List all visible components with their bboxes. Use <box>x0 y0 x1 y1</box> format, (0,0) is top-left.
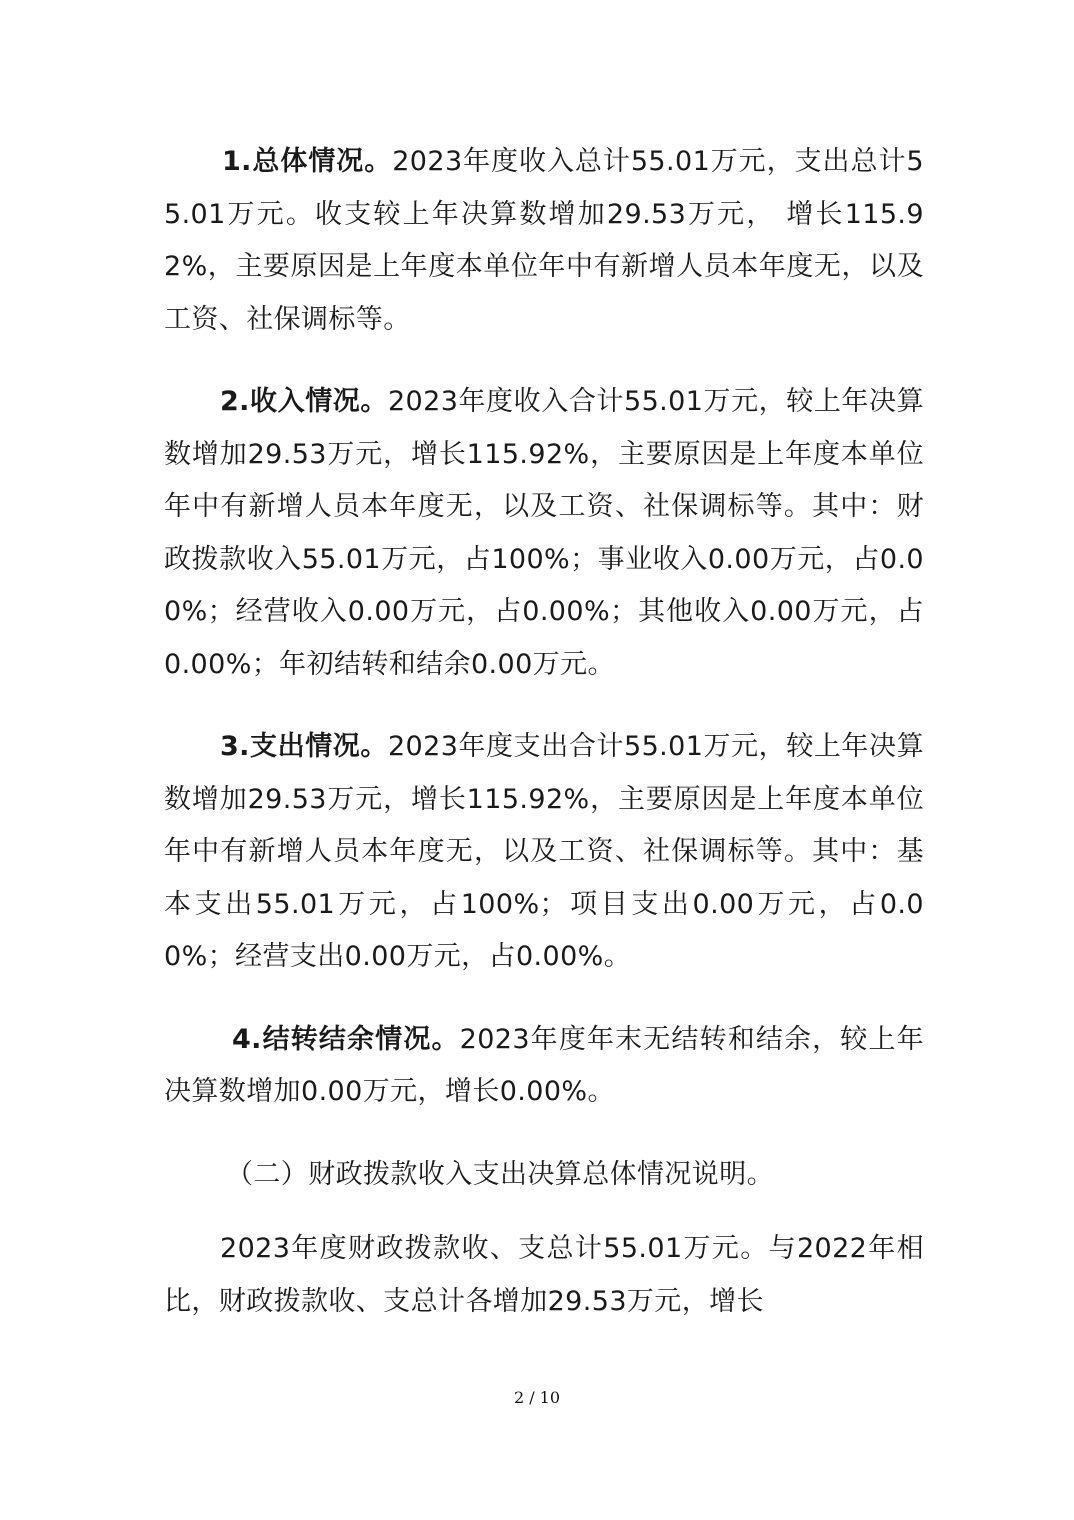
paragraph-expenditure <box>164 721 924 984</box>
paragraph-text: 2023年度收入合计55.01万元，较上年决算数增加29.53万元，增长115.92%，主要原因是上年度本单位年中有新增人员本年度无，以及工资、社保调标等。其中：财政拨款收入55.01万元，占100%；事业收入0.00万元，占0.00%；经营收入0.00万元，占0.00%；其他收入0.00万元，占0.00%；年初结转和结余0.00万元。 <box>164 386 924 680</box>
paragraph-lead: 3.支出情况。 <box>220 731 388 762</box>
paragraph-lead: 4.结转结余情况。 <box>232 1023 460 1055</box>
paragraph-text: 2023年度年末无结转和结余，较上年决算数增加0.00万元，增长0.00%。 <box>164 1023 924 1107</box>
paragraph-text: 2023年度支出合计55.01万元，较上年决算数增加29.53万元，增长115.92%，主要原因是上年度本单位年中有新增人员本年度无，以及工资、社保调标等。其中：基本支出55.01万元，占100%；项目支出0.00万元，占0.00%；经营支出0.00万元，占0.00%。 <box>164 731 924 972</box>
paragraph-overall <box>164 136 924 346</box>
paragraph-carryover <box>164 1014 924 1119</box>
paragraph-income <box>164 376 924 691</box>
paragraph-text: 2023年度收入总计55.01万元，支出总计55.01万元。收支较上年决算数增加29.53万元， 增长115.92%，主要原因是上年度本单位年中有新增人员本年度无，以及工资、社保调标等。 <box>164 146 925 335</box>
paragraph-lead: 1.总体情况。 <box>222 146 393 177</box>
section-heading: （二）财政拨款收入支出决算总体情况说明。 <box>226 1158 774 1190</box>
paragraph-fiscal-summary: 2023年度财政拨款收、支总计55.01万元。与2022年相比，财政拨款收、支总计各增加29.53万元，增长 <box>164 1233 924 1317</box>
page-number: 2 / 10 <box>513 1388 561 1407</box>
document-page <box>164 136 924 1328</box>
paragraph-lead: 2.收入情况。 <box>220 386 388 417</box>
